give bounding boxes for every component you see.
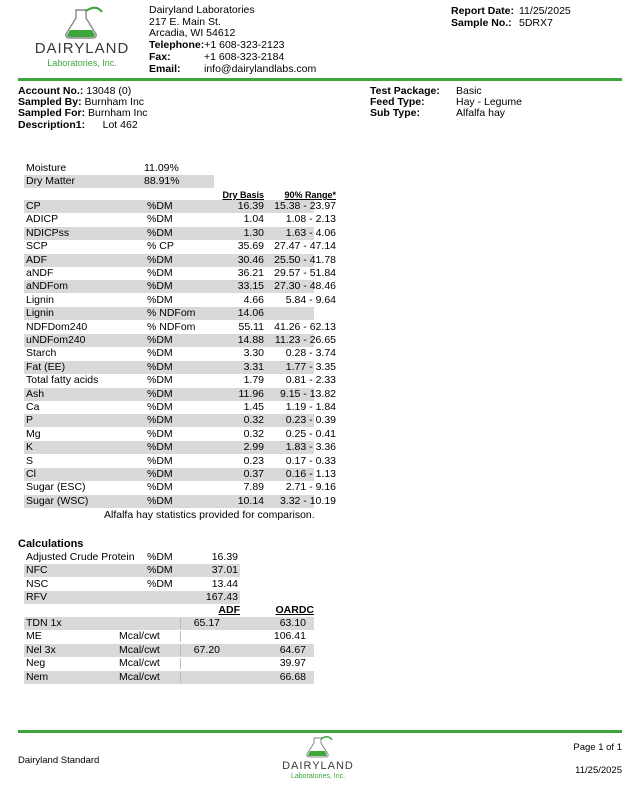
calculation-row: [24, 591, 240, 604]
analyte-unit: %DM: [147, 441, 173, 454]
lab-name: Dairyland Laboratories: [149, 4, 255, 16]
analyte-value: 1.45: [243, 401, 264, 413]
calculation-name: NFC: [26, 564, 48, 577]
brand-name: DAIRYLAND: [34, 40, 130, 57]
analysis-row: [24, 226, 336, 240]
analyte-name: Total fatty acids: [26, 374, 99, 387]
energy-oardc: 66.68: [279, 670, 306, 683]
calculation-value: 13.44: [211, 577, 238, 590]
analysis-row: [24, 293, 336, 307]
analyte-range: 9.15 - 13.82: [279, 387, 336, 400]
analyte-unit: % CP: [147, 240, 174, 253]
analysis-row: [24, 401, 336, 414]
test-package-value: Basic: [456, 85, 482, 97]
moisture-name: Moisture: [26, 162, 67, 174]
dry-matter-name: Dry Matter: [26, 175, 76, 187]
analyte-name: Sugar (ESC): [26, 481, 86, 494]
analyte-value: 1.04: [243, 213, 264, 226]
analyte-value: 14.06: [237, 307, 264, 320]
telephone-value: +1 608-323-2123: [204, 39, 285, 52]
calculation-name: RFV: [26, 591, 47, 604]
energy-adf: 65.17: [193, 617, 220, 629]
analyte-name: Fat (EE): [26, 360, 66, 373]
account-value: 13048 (0): [86, 85, 132, 97]
analysis-row: [24, 468, 336, 481]
analyte-unit: %DM: [147, 280, 173, 293]
email-link[interactable]: info@dairylandlabs.com: [204, 62, 317, 75]
energy-row: [24, 644, 314, 657]
analyte-range: 0.23 - 0.39: [285, 414, 336, 427]
sampled-for-value: Burnham Inc: [88, 107, 148, 120]
dry-basis-header: Dry Basis: [222, 190, 264, 200]
analyte-value: 0.32: [243, 414, 264, 427]
moisture-row: [24, 162, 214, 175]
analyte-unit: %DM: [147, 454, 173, 467]
energy-name: ME: [26, 630, 42, 643]
analyte-value: 1.79: [243, 374, 264, 387]
analysis-row: [24, 441, 336, 454]
energy-oardc: 63.10: [279, 617, 306, 629]
analyte-value: 0.23: [243, 454, 264, 467]
calculation-row: [24, 564, 240, 577]
analyte-name: NDICPss: [26, 226, 70, 239]
description-value: Lot 462: [102, 118, 138, 131]
calculations-title: Calculations: [18, 538, 84, 550]
analyte-unit: %DM: [147, 374, 173, 387]
footer-brand-subtitle: Laboratories, Inc.: [290, 773, 346, 780]
analyte-value: 16.39: [237, 200, 264, 212]
analyte-value: 4.66: [243, 293, 264, 306]
analyte-name: Lignin: [26, 307, 55, 320]
analyte-unit: %DM: [147, 468, 173, 480]
analyte-range: [264, 307, 336, 320]
dry-matter-row: [24, 175, 214, 188]
analyte-range: 0.81 - 2.33: [285, 374, 336, 387]
analyte-name: Starch: [26, 347, 57, 360]
analysis-row: [24, 320, 336, 334]
analyte-unit: %DM: [147, 347, 173, 360]
energy-name: TDN 1x: [26, 617, 62, 629]
energy-adf: [174, 671, 220, 684]
sampled-by-label: Sampled By:: [18, 96, 82, 109]
analysis-row: [24, 334, 336, 347]
analyte-name: Lignin: [26, 293, 55, 306]
analyte-name: Sugar (WSC): [26, 494, 89, 507]
analysis-row: [24, 200, 336, 213]
analyte-value: 33.15: [237, 280, 264, 293]
analyte-name: SCP: [26, 240, 48, 253]
analyte-name: Ash: [26, 387, 45, 400]
analyte-name: CP: [26, 200, 41, 212]
test-info: [370, 86, 522, 120]
analyte-name: P: [26, 414, 34, 427]
energy-name: Nem: [26, 670, 49, 683]
analyte-range: 1.08 - 2.13: [285, 213, 336, 226]
lab-street: 217 E. Main St.: [149, 15, 221, 28]
energy-row: [24, 630, 314, 643]
footer-divider: [18, 730, 622, 733]
oardc-header: OARDC: [275, 604, 314, 616]
test-package-label: Test Package:: [370, 85, 440, 97]
analysis-row: [24, 414, 336, 427]
analysis-row: [24, 481, 336, 494]
sub-type-value: Alfalfa hay: [456, 107, 506, 120]
calculation-value: 167.43: [205, 591, 238, 604]
sampled-by-value: Burnham Inc: [84, 96, 145, 109]
analyte-unit: %DM: [147, 427, 173, 440]
footer-logo: [268, 736, 368, 784]
analyte-value: 36.21: [237, 267, 264, 279]
analyte-range: 0.25 - 0.41: [285, 427, 336, 440]
analyte-unit: %DM: [147, 253, 173, 266]
fax-label: Fax:: [149, 50, 171, 63]
analyte-unit: %DM: [147, 213, 173, 226]
calculation-row: [24, 551, 240, 564]
energy-unit: Mcal/cwt: [119, 657, 160, 670]
analysis-row: [24, 240, 336, 253]
analyte-unit: %DM: [147, 481, 173, 494]
analyte-unit: %DM: [147, 267, 173, 279]
analyte-value: 55.11: [238, 320, 264, 333]
analyte-unit: %DM: [147, 293, 173, 306]
analyte-range: 27.47 - 47.14: [274, 240, 336, 253]
energy-adf: [174, 630, 220, 643]
analyte-name: Cl: [26, 468, 36, 480]
analyte-unit: %DM: [147, 334, 173, 346]
analyte-value: 10.14: [237, 494, 264, 507]
account-info: [18, 86, 148, 131]
analyte-name: uNDFom240: [26, 334, 86, 346]
account-label: Account No.:: [18, 85, 84, 97]
analysis-row: [24, 307, 314, 320]
energy-unit: Mcal/cwt: [119, 630, 160, 643]
email-label: Email:: [149, 62, 181, 75]
header-divider: [18, 78, 622, 81]
calculation-value: 16.39: [211, 551, 238, 563]
analyte-name: Mg: [26, 427, 41, 440]
analyte-range: 0.28 - 3.74: [285, 347, 336, 360]
dry-matter-value: 88.91%: [144, 175, 180, 187]
analyte-unit: %DM: [147, 226, 173, 239]
calculation-unit: %DM: [147, 577, 173, 590]
calculation-unit: %DM: [147, 564, 173, 577]
analysis-row: [24, 253, 336, 267]
analyte-value: 3.30: [243, 347, 264, 360]
analyte-unit: %DM: [147, 200, 173, 212]
energy-adf: [174, 657, 220, 670]
analyte-name: K: [26, 441, 34, 454]
energy-oardc: 106.41: [273, 630, 306, 643]
analysis-row: [24, 280, 336, 293]
report-date: 11/25/2025: [519, 5, 571, 17]
analyte-range: 1.63 - 4.06: [285, 226, 336, 239]
lab-logo: [26, 6, 138, 68]
stats-note: Alfalfa hay statistics provided for comparison.: [104, 509, 315, 521]
analyte-range: 41.26 - 62.13: [274, 320, 336, 333]
telephone-label: Telephone:: [149, 39, 205, 52]
analyte-unit: %DM: [147, 387, 173, 400]
analyte-range: 25.50 - 41.78: [274, 253, 336, 266]
analyte-range: 0.17 - 0.33: [285, 454, 336, 467]
analysis-row: [24, 374, 336, 387]
analyte-range: 15.38 - 23.97: [274, 200, 336, 212]
lab-city: Arcadia, WI 54612: [149, 27, 236, 40]
analyte-unit: %DM: [147, 494, 173, 507]
calculation-value: 37.01: [211, 564, 238, 577]
analyte-value: 14.88: [237, 334, 264, 346]
analysis-row: [24, 494, 336, 508]
analyte-value: 11.96: [238, 387, 264, 400]
analyte-name: aNDF: [26, 267, 54, 279]
analyte-value: 35.69: [237, 240, 264, 253]
analysis-row: [24, 427, 336, 441]
analyte-range: 0.16 - 1.13: [285, 468, 336, 480]
analyte-range: 29.57 - 51.84: [274, 267, 336, 279]
energy-name: Neg: [26, 657, 46, 670]
analyte-name: aNDFom: [26, 280, 69, 293]
analyte-value: 7.89: [243, 481, 264, 494]
feed-type-label: Feed Type:: [370, 96, 425, 109]
analyte-range: 1.19 - 1.84: [285, 401, 336, 413]
energy-row: [24, 671, 314, 684]
analyte-name: S: [26, 454, 34, 467]
analyte-value: 2.99: [243, 441, 264, 454]
calculation-name: Adjusted Crude Protein: [26, 551, 135, 563]
analyte-unit: % NDFom: [147, 307, 196, 320]
feed-type-value: Hay - Legume: [456, 96, 522, 109]
range-header: 90% Range*: [284, 190, 336, 200]
analyte-range: 1.83 - 3.36: [285, 441, 336, 454]
analyte-name: NDFDom240: [26, 320, 88, 333]
calculation-row: [24, 578, 240, 591]
energy-adf: 67.20: [193, 643, 220, 656]
footer-brand-name: DAIRYLAND: [282, 760, 354, 772]
analysis-row: [24, 267, 336, 280]
analyte-name: ADICP: [26, 213, 59, 226]
analyte-value: 30.46: [237, 253, 264, 266]
energy-name: Nel 3x: [26, 643, 56, 656]
analyte-range: 3.32 - 10.19: [279, 494, 336, 507]
energy-unit: Mcal/cwt: [119, 643, 160, 656]
moisture-value: 11.09%: [144, 162, 179, 174]
brand-subtitle: Laboratories, Inc.: [47, 58, 117, 68]
analyte-unit: %DM: [147, 401, 173, 413]
analyte-name: Ca: [26, 401, 40, 413]
analyte-range: 1.77 - 3.35: [285, 360, 336, 373]
analysis-row: [24, 454, 336, 468]
analyte-unit: %DM: [147, 414, 173, 427]
analyte-value: 0.37: [243, 468, 264, 480]
sub-type-label: Sub Type:: [370, 107, 420, 120]
flask-icon: [26, 6, 138, 40]
energy-row: [24, 657, 314, 670]
analyte-unit: % NDFom: [147, 320, 196, 333]
analyte-range: 5.84 - 9.64: [285, 293, 336, 306]
energy-unit: Mcal/cwt: [119, 670, 160, 683]
analysis-row: [24, 360, 336, 374]
analyte-range: 27.30 - 48.46: [274, 280, 336, 293]
report-date-label: Report Date:: [451, 5, 515, 17]
analyte-value: 3.31: [243, 360, 264, 373]
energy-row: [24, 617, 314, 630]
page-number: Page 1 of 1: [573, 742, 622, 753]
energy-oardc: 39.97: [279, 657, 306, 670]
energy-oardc: 64.67: [279, 643, 306, 656]
calculation-unit: %DM: [147, 551, 173, 563]
analyte-name: ADF: [26, 253, 47, 266]
fax-value: +1 608-323-2184: [204, 50, 285, 63]
analysis-row: [24, 213, 336, 226]
analysis-row: [24, 347, 336, 360]
analyte-unit: %DM: [147, 360, 173, 373]
sample-no-label: Sample No.:: [451, 17, 512, 29]
analyte-range: 11.23 - 26.65: [274, 334, 336, 346]
report-info: [451, 5, 571, 29]
sampled-for-label: Sampled For:: [18, 107, 86, 120]
calculation-name: NSC: [26, 577, 49, 590]
analyte-value: 0.32: [243, 427, 264, 440]
analyte-value: 1.30: [243, 226, 264, 239]
sample-no: 5DRX7: [519, 17, 553, 29]
energy-headers: [24, 604, 314, 617]
flask-icon: [268, 736, 368, 758]
analyte-range: 2.71 - 9.16: [285, 481, 336, 494]
adf-header: ADF: [218, 604, 240, 616]
lab-address: [149, 5, 316, 75]
footer-date: 11/25/2025: [575, 765, 622, 776]
footer-left: Dairyland Standard: [18, 755, 100, 766]
analysis-row: [24, 387, 336, 401]
description-label: Description1:: [18, 118, 86, 131]
